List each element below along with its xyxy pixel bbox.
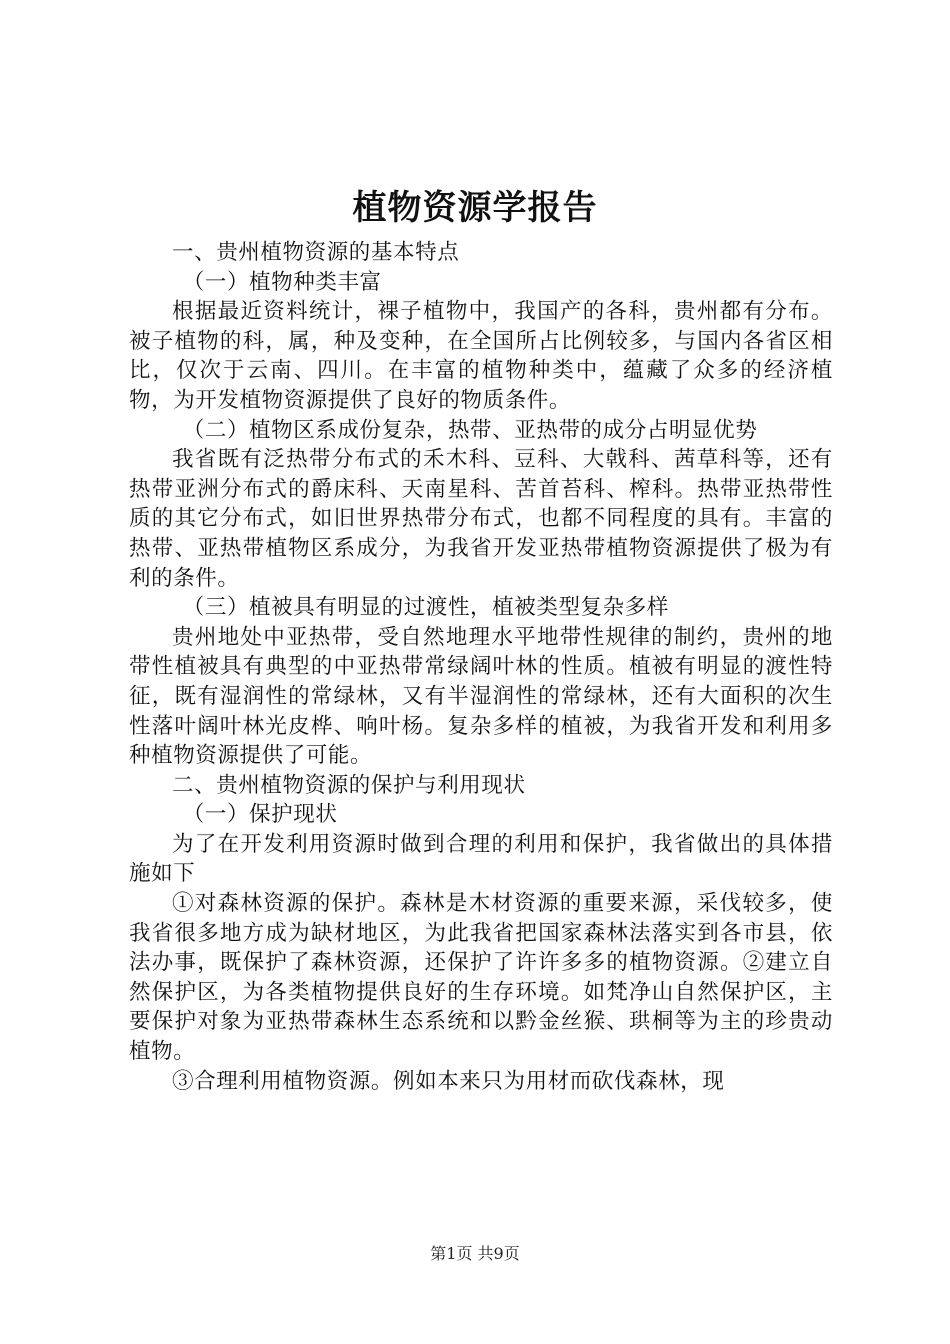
page-footer: 第1页 共9页	[430, 1244, 520, 1263]
subsection-heading: （二）植物区系成份复杂，热带、亚热带的成分占明显优势	[182, 417, 758, 443]
body-paragraph: ①对森林资源的保护。森林是木材资源的重要来源，采伐较多，使我省很多地方成为缺材地区，为此我省把国家森林法落实到各市县，依法办事，既保护了森林资源，还保护了许许多多的植物资源。②建立自然保护区，为各类植物提供良好的生存环境。如梵净山自然保护区，主要保护对象为亚热带森林生态系统和以黔金丝猴、珙桐等为主的珍贵动植物。	[129, 891, 833, 1065]
section-heading: 一、贵州植物资源的基本特点	[172, 240, 460, 265]
subsection-heading: （一）保护现状	[182, 802, 338, 828]
document-body	[129, 238, 833, 1096]
body-paragraph: 根据最近资料统计，裸子植物中，我国产的各科，贵州都有分布。被子植物的科，属，种及变种，在全国所占比例较多，与国内各省区相比，仅次于云南、四川。在丰富的植物种类中，蕴藏了众多的经济植物，为开发植物资源提供了良好的物质条件。	[129, 299, 833, 413]
body-paragraph: 贵州地处中亚热带，受自然地理水平地带性规律的制约，贵州的地带性植被具有典型的中亚热带常绿阔叶林的性质。植被有明显的渡性特征，既有湿润性的常绿林，又有半湿润性的常绿林，还有大面积的次生性落叶阔叶林光皮桦、响叶杨。复杂多样的植被，为我省开发和利用多种植物资源提供了可能。	[129, 624, 833, 769]
subsection-heading: （一）植物种类丰富	[182, 269, 382, 295]
body-paragraph: 我省既有泛热带分布式的禾木科、豆科、大戟科、茜草科等，还有热带亚洲分布式的爵床科、天南星科、苦首苔科、榨科。热带亚热带性质的其它分布式，如旧世界热带分布式，也都不同程度的具有。丰富的热带、亚热带植物区系成分，为我省开发亚热带植物资源提供了极为有利的条件。	[129, 447, 833, 591]
body-paragraph: 为了在开发利用资源时做到合理的利用和保护，我省做出的具体措施如下	[129, 831, 833, 887]
body-paragraph: ③合理利用植物资源。例如本来只为用材而砍伐森林，现	[172, 1068, 725, 1094]
subsection-heading: （三）植被具有明显的过渡性，植被类型复杂多样	[182, 595, 669, 621]
section-heading: 二、贵州植物资源的保护与利用现状	[172, 772, 526, 798]
document-title: 植物资源学报告	[352, 188, 598, 228]
